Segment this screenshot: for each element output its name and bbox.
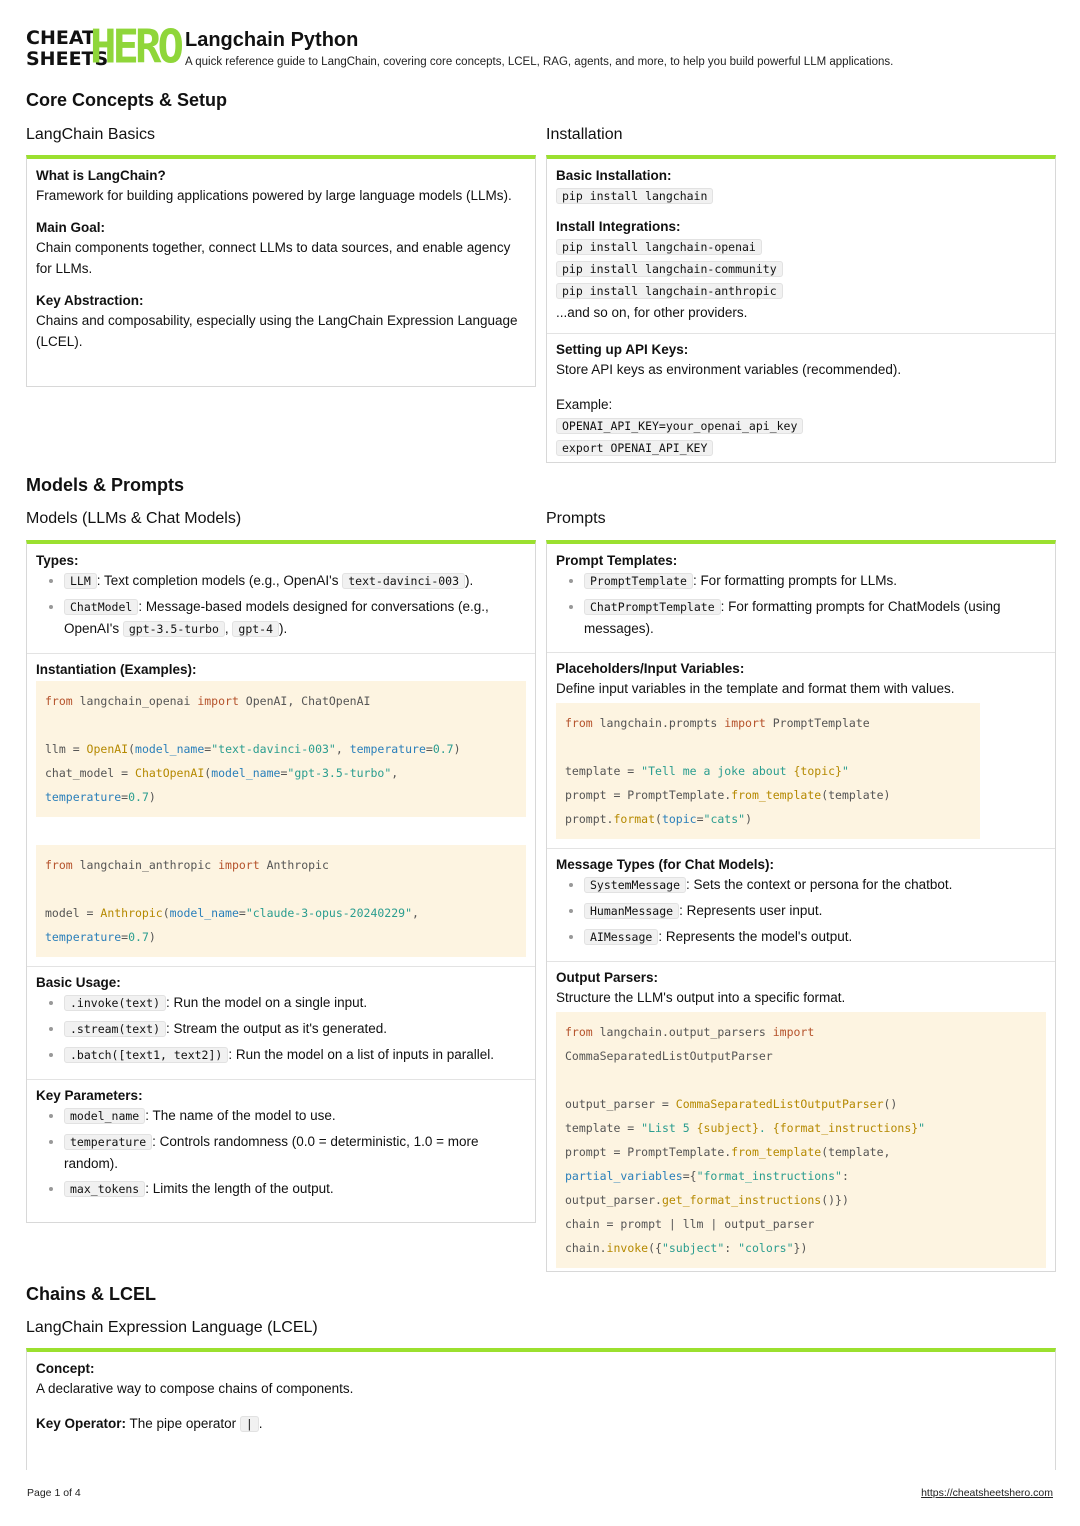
label: Key Parameters: [36,1088,143,1103]
label: Types: [36,553,79,568]
page-title: Langchain Python [185,29,359,51]
code-block-prompt-template: from langchain.prompts import PromptTemplate template = "Tell me a joke about {topic}" prompt = PromptTemplate.from_template(template) prompt.format(topic="cats") [556,703,980,839]
list-item: • .stream(text) : Stream the output as it's generated. [64,1018,526,1040]
logo-text: CHEAT SHEETS [26,27,109,70]
card-title-installation: Installation [546,126,623,143]
list-item: • AIMessage : Represents the model's output. [584,926,1046,948]
text: Chains and composability, especially using the LangChain Expression Language (LCEL). [36,313,518,349]
page-subtitle: A quick reference guide to LangChain, covering core concepts, LCEL, RAG, agents, and more, to help you build powerful LLM applications. [185,56,894,68]
inline-code: pip install langchain-anthropic [556,283,783,299]
text: Example: [556,397,613,412]
code-block-output-parser: from langchain.output_parsers import CommaSeparatedListOutputParser output_parser = CommaSeparatedListOutputParser() template = "List 5 {subject}. {format_instructions}" prompt = PromptTemplate.from_template(template, partial_variables={"format_instructions": output_parser.get_format_instructions()}) chain = prompt | llm | output_parser chain.invoke({"subject": "colors"}) [556,1012,1046,1268]
label: Install Integrations: [556,219,681,234]
card-title-models: Models (LLMs & Chat Models) [26,510,242,527]
inline-code: pip install langchain-openai [556,239,762,255]
list-item: • .invoke(text) : Run the model on a single input. [64,992,526,1014]
label: Setting up API Keys: [556,342,689,357]
text: Framework for building applications powered by large language models (LLMs). [36,188,512,203]
site-link[interactable]: https://cheatsheetshero.com [921,1487,1053,1499]
text: Chain components together, connect LLMs to data sources, and enable agency for LLMs. [36,240,511,276]
card-basics [26,155,536,387]
key-operator-line: Key Operator: The pipe operator | . [36,1416,263,1431]
card-lcel [26,1348,1056,1470]
cheatsheetshero-logo[interactable] [26,20,180,75]
card-title-prompts: Prompts [546,510,606,527]
card-prompts [546,540,1056,1272]
label: Output Parsers: [556,970,659,985]
card-title-lcel: LangChain Expression Language (LCEL) [26,1319,318,1336]
card-title-basics: LangChain Basics [26,126,155,143]
label: Key Abstraction: [36,293,144,308]
list-item: • ChatModel : Message-based models designed for conversations (e.g., OpenAI's gpt-3.5-turbo , gpt-4 ). [64,596,526,640]
text: Store API keys as environment variables (recommended). [556,362,902,377]
label: Basic Usage: [36,975,121,990]
inline-code: pip install langchain [556,188,713,204]
label: Concept: [36,1361,95,1376]
list-item: • ChatPromptTemplate : For formatting prompts for ChatModels (using messages). [584,596,1046,639]
section-heading-core: Core Concepts & Setup [26,90,228,110]
list-item: • max_tokens : Limits the length of the output. [64,1178,526,1200]
code-block-anthropic: from langchain_anthropic import Anthropic model = Anthropic(model_name="claude-3-opus-20240229", temperature=0.7) [36,845,526,957]
logo-hero: HERO [90,20,180,75]
label: Message Types (for Chat Models): [556,857,775,872]
code-block-openai: from langchain_openai import OpenAI, ChatOpenAI llm = OpenAI(model_name="text-davinci-003", temperature=0.7) chat_model = ChatOpenAI(model_name="gpt-3.5-turbo", temperature=0.7) [36,681,526,817]
list-item: • SystemMessage : Sets the context or persona for the chatbot. [584,874,1046,896]
text: ...and so on, for other providers. [556,305,748,320]
page-header [26,20,1056,75]
list-item: • temperature : Controls randomness (0.0 = deterministic, 1.0 = more random). [64,1131,526,1174]
text: Structure the LLM's output into a specific format. [556,990,846,1005]
label: Basic Installation: [556,168,672,183]
card-installation [546,155,1056,463]
list-item: • LLM : Text completion models (e.g., OpenAI's text-davinci-003 ). [64,570,526,592]
inline-code: OPENAI_API_KEY=your_openai_api_key [556,418,803,434]
text: Define input variables in the template and format them with values. [556,681,955,696]
label: Prompt Templates: [556,553,678,568]
label: Main Goal: [36,220,106,235]
list-item: • model_name : The name of the model to use. [64,1105,526,1127]
list-item: • .batch([text1, text2]) : Run the model on a list of inputs in parallel. [64,1044,526,1066]
label: Placeholders/Input Variables: [556,661,745,676]
page-number: Page 1 of 4 [27,1487,81,1499]
text: A declarative way to compose chains of components. [36,1381,354,1396]
card-models [26,540,536,1223]
inline-code: export OPENAI_API_KEY [556,440,713,456]
inline-code: pip install langchain-community [556,261,783,277]
section-heading-models: Models & Prompts [26,475,185,495]
list-item: • PromptTemplate : For formatting prompts for LLMs. [584,570,1046,592]
list-item: • HumanMessage : Represents user input. [584,900,1046,922]
label: What is LangChain? [36,168,166,183]
label: Instantiation (Examples): [36,662,197,677]
section-heading-chains: Chains & LCEL [26,1284,157,1304]
